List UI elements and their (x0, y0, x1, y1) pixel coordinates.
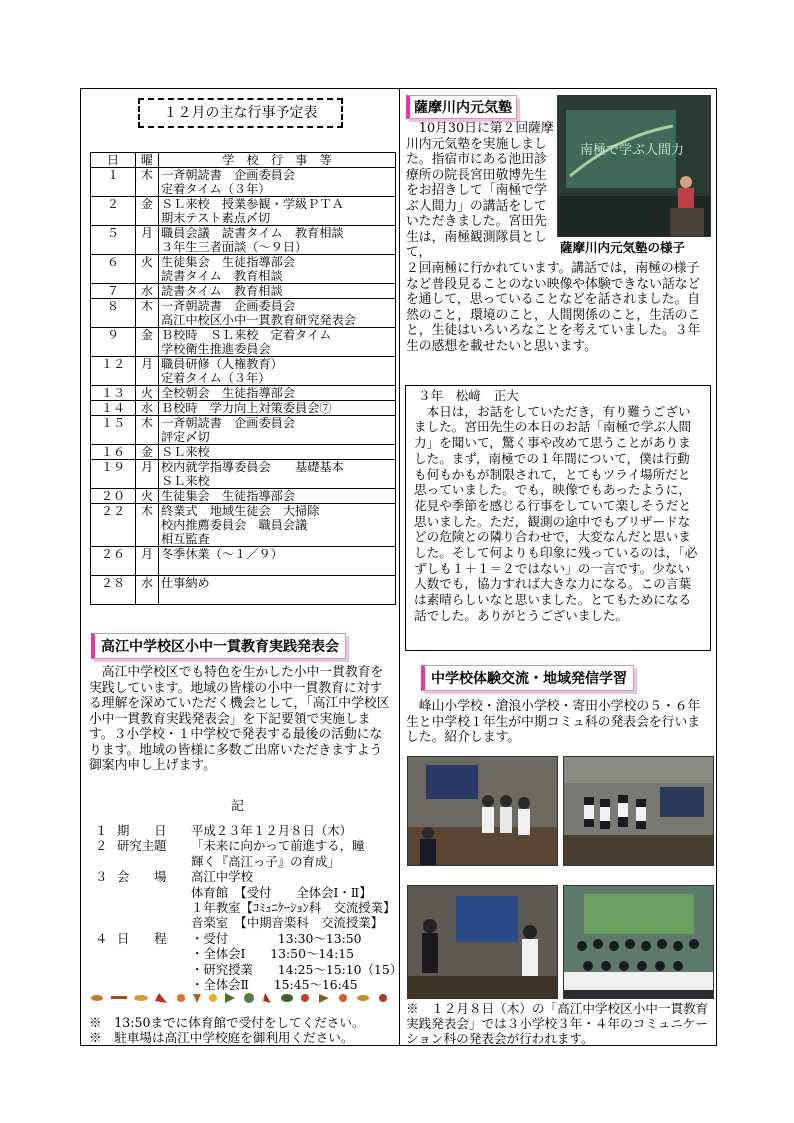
schedule-event-line (161, 561, 393, 575)
schedule-event-line: 生徒集会 生徒指導部会 (161, 489, 296, 503)
exchange-photo-3-image (408, 886, 557, 998)
schedule-weekday: 金 (136, 328, 159, 357)
schedule-event-line: ＳＬ来校 (161, 445, 210, 459)
exchange-photo-4-image (564, 886, 713, 998)
column-divider (399, 89, 400, 1045)
schedule-day: ２２ (91, 504, 136, 547)
newsletter-page (80, 88, 717, 1046)
schedule-events (159, 328, 396, 357)
detail-label: 日 程 (117, 930, 167, 946)
schedule-events (159, 460, 396, 489)
presentation-body: 高江中学校区でも特色を生かした小中一貫教育を実践しています。地域の皆様の小中一貫教育に対する理解を深めていただく機会として，「高江中学校区小中一貫教育実践発表会」を下記要領で実施します。３小学校・１中学校で発表する最後の活動になります。地域の皆様に多数ご出席いただきますよう御案内申し上げます。 (89, 665, 390, 773)
schedule-day: ９ (91, 328, 136, 357)
exchange-photo-1 (407, 756, 558, 866)
schedule-event-line: Ｂ校時 ＳＬ来校 定着タイム (161, 328, 332, 342)
schedule-events (159, 576, 396, 605)
schedule-row (91, 168, 396, 197)
schedule-day: １ (91, 168, 136, 197)
schedule-events (159, 547, 396, 576)
essay-body: 本日は，お話をしていただき，有り難うございました。宮田先生の本日のお話「南極で学ぶ人間力」を聞いて，驚く事や改めて思うことがありました。まず，南極での１年間について，僕は行動も何もかもが制限されて，とてもツライ場所だと思っていました。でも，映像でもあったように，花見や季節を感じる行事をしていて楽しそうだと思いました。ただ，観測の途中でもブリザードなどの危険との隣り合わせで，大変なんだと思いました。そして何よりも印象に残っているのは，「必ずしも１＋１＝２ではない」の一言です。少ない人数でも，協力すれば大きな力になる。この言葉は素晴らしいなと思いました。とてもためになる話でした。ありがとうございました。 (414, 403, 698, 623)
schedule-row (91, 489, 396, 504)
schedule-event-line: ３年生三者面談（～９日） (161, 240, 308, 254)
schedule-weekday: 火 (136, 386, 159, 401)
satsuma-heading: 薩摩川内元気塾 (406, 95, 517, 119)
detail-label: 期 日 (117, 823, 167, 838)
schedule-event-line: 全校朝会 生徒指導部会 (161, 386, 296, 400)
schedule-row (91, 386, 396, 401)
schedule-title: １２月の主な行事予定表 (138, 98, 343, 128)
schedule-weekday: 木 (136, 299, 159, 328)
detail-value: 高江中学校 (191, 869, 253, 885)
schedule-event-line: 冬季休業（～１／９） (161, 547, 283, 561)
detail-value: ・受付 13:30～13:50 (191, 930, 362, 946)
exchange-photo-4 (563, 885, 714, 999)
detail-value: 体育館 【受付 全体会Ⅰ・Ⅱ】 (191, 884, 372, 900)
schedule-row (91, 328, 396, 357)
detail-value: 輝く『高江っ子』の育成」 (191, 853, 340, 869)
schedule-event-line: 定着タイム（３年） (161, 182, 271, 196)
schedule-event-line: ＳＬ来校 授業参観・学級ＰＴＡ (161, 197, 344, 211)
schedule-row (91, 226, 396, 255)
schedule-weekday: 木 (136, 168, 159, 197)
schedule-row (91, 576, 396, 605)
detail-value: 平成２３年１２月８日（木） (191, 823, 353, 838)
header-events: 学 校 行 事 等 (159, 153, 396, 168)
schedule-day: ８ (91, 299, 136, 328)
lecture-photo-image (558, 96, 710, 236)
presentation-heading: 高江中学校区小中一貫教育実践発表会 (91, 633, 346, 659)
schedule-day: ２８ (91, 576, 136, 605)
schedule-events (159, 357, 396, 386)
schedule-events (159, 489, 396, 504)
schedule-events (159, 401, 396, 416)
schedule-day: １２ (91, 357, 136, 386)
schedule-event-line: 一斉朝読書 企画委員会 (161, 168, 296, 182)
exchange-caption: ※ １２月８日（木）の「高江中学校区小中一貫教育実践発表会」では３小学校３年・４年のコミュニケーション科の発表会が行われます。 (406, 1001, 709, 1046)
schedule-weekday: 火 (136, 255, 159, 284)
schedule-day: １５ (91, 416, 136, 445)
schedule-event-line: 学校衛生推進委員会 (161, 342, 271, 356)
schedule-weekday: 月 (136, 547, 159, 576)
schedule-day: １３ (91, 386, 136, 401)
schedule-event-line: 読書タイム 教育相談 (161, 269, 283, 283)
exchange-photo-2-image (564, 757, 713, 865)
schedule-weekday: 水 (136, 284, 159, 299)
schedule-day: ５ (91, 226, 136, 255)
exchange-photo-2 (563, 756, 714, 866)
schedule-event-line: 期末テスト素点〆切 (161, 211, 271, 225)
schedule-events (159, 416, 396, 445)
schedule-weekday: 金 (136, 197, 159, 226)
schedule-events (159, 504, 396, 547)
header-weekday: 曜 (136, 153, 159, 168)
presentation-note-2: ※ 駐車場は高江中学校庭を御利用ください。 (89, 1030, 354, 1045)
schedule-event-line: 一斉朝読書 企画委員会 (161, 416, 296, 430)
detail-label: 会 場 (117, 869, 167, 885)
schedule-day: ２ (91, 197, 136, 226)
schedule-row (91, 460, 396, 489)
schedule-table (90, 152, 396, 605)
schedule-weekday: 水 (136, 576, 159, 605)
schedule-weekday: 月 (136, 226, 159, 255)
schedule-events (159, 284, 396, 299)
schedule-row (91, 255, 396, 284)
schedule-event-line: 校内就学指導委員会 基礎基本 (161, 460, 344, 474)
schedule-weekday: 金 (136, 445, 159, 460)
detail-number: １ (95, 823, 108, 838)
schedule-events (159, 168, 396, 197)
schedule-row (91, 445, 396, 460)
schedule-weekday: 木 (136, 416, 159, 445)
detail-value: １年教室【ｺﾐｭﾆｹｰｼｮﾝ科 交流授業】 (191, 900, 396, 915)
schedule-row (91, 197, 396, 226)
schedule-event-line: 読書タイム 教育相談 (161, 284, 283, 298)
photo-screen-text: 南極で学ぶ人間力 (580, 143, 685, 158)
detail-number: ４ (95, 930, 108, 946)
schedule-row (91, 504, 396, 547)
schedule-row (91, 547, 396, 576)
schedule-header-row (91, 153, 396, 168)
schedule-day: ７ (91, 284, 136, 299)
exchange-body: 峰山小学校・滄浪小学校・寄田小学校の５・６年生と中学校１年生が中期コミュ科の発表会を行いました。紹介します。 (406, 699, 701, 745)
schedule-weekday: 月 (136, 460, 159, 489)
schedule-event-line: 生徒集会 生徒指導部会 (161, 255, 296, 269)
schedule-events (159, 255, 396, 284)
schedule-events (159, 445, 396, 460)
schedule-event-line: 職員研修（人権教育） (161, 357, 283, 371)
schedule-day: １４ (91, 401, 136, 416)
schedule-event-line: Ｂ校時 学力向上対策委員会⑦ (161, 401, 332, 415)
schedule-weekday: 火 (136, 489, 159, 504)
schedule-event-line: 仕事納め (161, 576, 210, 590)
detail-value: 音楽室 【中期音楽科 交流授業】 (191, 915, 384, 931)
schedule-row (91, 299, 396, 328)
detail-value: 「未来に向かって前進する，瞳 (191, 838, 365, 854)
schedule-day: １９ (91, 460, 136, 489)
schedule-row (91, 357, 396, 386)
header-day: 日 (91, 153, 136, 168)
schedule-event-line: 一斉朝読書 企画委員会 (161, 299, 296, 313)
exchange-heading: 中学校体験交流・地域発信学習 (421, 665, 634, 691)
decorative-leaf-border (89, 991, 391, 1005)
schedule-event-line: 終業式 地域生徒会 大掃除 (161, 504, 320, 518)
lecture-photo (557, 95, 711, 237)
essay-box (405, 385, 711, 651)
satsuma-body-full: ２回南極に行かれています。講話では，南極の様子など普段見ることのない映像や体験できない話などを通して，思っていることなどを話されました。自然のこと，環境のこと，人間関係のこと，生活のこと，生徒はいろいろなことを考えていました。３年生の感想を載せたいと思います。 (406, 261, 701, 354)
schedule-row (91, 416, 396, 445)
schedule-events (159, 299, 396, 328)
exchange-photo-1-image (408, 757, 557, 865)
detail-value: ・研究授業 14:25～15:10（15） (191, 961, 403, 977)
schedule-row (91, 284, 396, 299)
detail-number: ３ (95, 869, 108, 885)
schedule-event-line: 定着タイム（３年） (161, 371, 271, 385)
schedule-events (159, 386, 396, 401)
detail-value: ・全体会Ⅰ 13:50～14:15 (191, 946, 355, 962)
detail-number: ２ (95, 838, 108, 854)
schedule-weekday: 木 (136, 504, 159, 547)
schedule-day: ２６ (91, 547, 136, 576)
schedule-event-line: 相互監査 (161, 532, 210, 546)
satsuma-photo-caption: 薩摩川内元気塾の様子 (560, 240, 686, 255)
presentation-details (89, 823, 403, 993)
schedule-weekday: 水 (136, 401, 159, 416)
schedule-event-line: 高江中校区小中一貫教育研究発表会 (161, 313, 356, 327)
schedule-event-line: 評定〆切 (161, 430, 210, 444)
schedule-day: ２０ (91, 489, 136, 504)
schedule-events (159, 197, 396, 226)
schedule-event-line: 校内推薦委員会 職員会議 (161, 518, 308, 532)
exchange-photo-3 (407, 885, 558, 999)
schedule-event-line: ＳＬ来校 (161, 474, 210, 488)
schedule-event-line: 職員会議 読書タイム 教育相談 (161, 226, 344, 240)
schedule-weekday: 月 (136, 357, 159, 386)
schedule-day: １６ (91, 445, 136, 460)
schedule-event-line (161, 590, 393, 604)
essay-author: ３年 松﨑 正大 (418, 388, 519, 403)
satsuma-body-side: 10月30日に第２回薩摩川内元気塾を実施しました。指宿市にある池田診療所の院長宮田敬博先生をお招きして「南極で学ぶ人間力」の講話をしていただきました。宮田先生は，南極観測隊員として， (406, 121, 554, 260)
schedule-row (91, 401, 396, 416)
ki-label: 記 (231, 799, 245, 814)
detail-label: 研究主題 (117, 838, 167, 854)
schedule-events (159, 226, 396, 255)
detail-value: ・全体会Ⅱ 15:45～16:45 (191, 977, 358, 992)
schedule-day: ６ (91, 255, 136, 284)
presentation-note-1: ※ 13:50までに体育館で受付をしてください。 (89, 1015, 365, 1030)
